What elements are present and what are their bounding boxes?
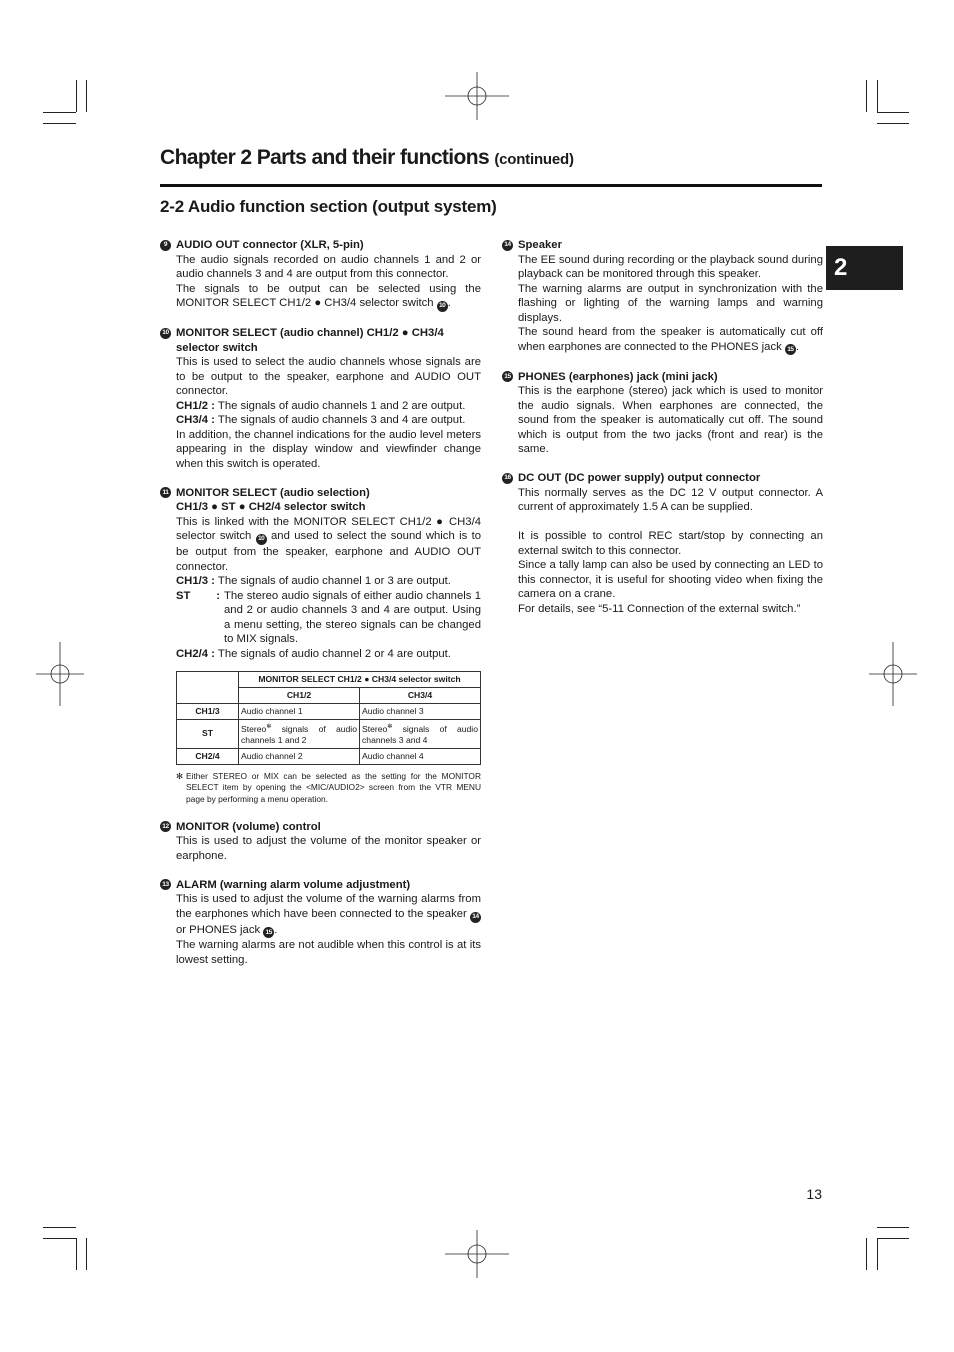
item-alarm [160,878,481,968]
item-paragraph: This is used to adjust the volume of the warning alarms from the earphones which have been connected to the speaker 14 or PHONES jack 15 . [176,892,481,938]
circled-number-icon: 15 [263,927,274,938]
circled-number-icon: 11 [160,487,171,498]
section-title: 2-2 Audio function section (output system) [160,197,497,216]
item-monitor-select-channel [160,326,481,471]
item-paragraph: This is used to select the audio channels whose signals are to be output to the speaker, earphone and AUDIO OUT connector. [176,356,481,398]
item-monitor-volume [160,820,481,864]
crop-mark [86,1238,87,1270]
crop-mark [877,123,909,124]
item-title: AUDIO OUT connector (XLR, 5-pin) [176,239,364,251]
bullet-icon: ● [238,501,246,514]
item-paragraph: For details, see “5-11 Connection of the external switch.” [518,602,801,615]
monitor-select-table [176,671,481,765]
crop-mark [877,112,909,113]
chapter-title [160,146,822,170]
left-column [160,238,481,982]
item-paragraph: This is used to adjust the volume of the monitor speaker or earphone. [176,835,481,862]
item-paragraph: Since a tally lamp can also be used by connecting an LED to this connector, it is useful for shooting video when fixing the camera on a crane. [518,559,823,601]
crop-mark [43,123,76,124]
circled-number-icon: 14 [502,240,513,251]
bullet-icon: ● [401,327,409,340]
table-cell: Audio channel 3 [360,704,481,720]
circled-number-icon: 13 [160,879,171,890]
crop-mark [86,80,87,112]
item-title-line2: CH1/3 ● ST ● CH2/4 selector switch [176,501,366,514]
crop-mark [43,1227,76,1228]
crop-mark [76,1238,77,1270]
table-header: MONITOR SELECT CH1/2 ● CH3/4 selector switch [239,672,481,688]
item-title: Speaker [518,239,562,251]
table-row-label: ST [177,720,239,749]
bullet-icon: ● [211,501,218,514]
crop-mark [877,80,878,112]
table-corner-cell [177,672,239,704]
crop-mark [877,1227,909,1228]
crop-mark [866,1238,867,1270]
crop-mark [877,1238,878,1270]
item-paragraph: The signals to be output can be selected using the MONITOR SELECT CH1/2 ● CH3/4 selector switch 10 . [176,282,481,312]
table-row [177,720,481,749]
registration-mark-icon [861,642,925,706]
item-paragraph: The warning alarms are output in synchronization with the flashing or lighting of the warning lamps and warning displays. [518,282,823,324]
bullet-icon: ● [436,515,445,528]
table-row [177,748,481,764]
item-title: PHONES (earphones) jack (mini jack) [518,370,718,383]
page-number: 13 [806,1186,822,1202]
registration-mark-icon [445,64,509,128]
item-paragraph: It is possible to control REC start/stop by connecting an external switch to this connector. [518,530,823,557]
crop-mark [877,1238,909,1239]
table-cell: Stereo✻ signals of audio channels 1 and 2 [239,720,360,749]
circled-number-icon: 10 [256,534,267,545]
item-audio-out-connector [160,238,481,312]
item-title: DC OUT (DC power supply) output connector [518,472,761,485]
table-row [177,704,481,720]
item-phones-jack [502,370,823,457]
item-paragraph: In addition, the channel indications for the audio level meters appearing in the display window and viewfinder change when this switch is operated. [176,428,481,470]
circled-number-icon: 10 [437,301,448,312]
item-paragraph: This normally serves as the DC 12 V output connector. A current of approximately 1.5 A can be supplied. [518,486,823,514]
definition-row: CH3/4 : The signals of audio channels 3 and 4 are output. [176,414,466,427]
circled-number-icon: 12 [160,821,171,832]
chapter-title-text: Chapter 2 Parts and their functions [160,146,490,169]
item-title: MONITOR SELECT (audio channel) CH1/2 ● CH3/4 selector switch [176,327,444,354]
item-dc-out [502,471,823,616]
circled-number-icon: 10 [160,328,171,339]
definition-row: CH1/2 : The signals of audio channels 1 and 2 are output. [176,399,466,412]
circled-number-icon: 9 [160,240,171,251]
circled-number-icon: 16 [502,473,513,484]
table-row-label: CH2/4 [177,748,239,764]
item-monitor-select-audio [160,486,481,806]
table-cell: Audio channel 1 [239,704,360,720]
crop-mark [43,112,76,113]
bullet-icon: ● [314,297,322,309]
asterisk-icon: ✻ [387,724,393,730]
crop-mark [76,80,77,112]
item-paragraph: This is the earphone (stereo) jack which is used to monitor the audio signals. When earphones are connected, the sound from the speaker is automatically cut off. The sound which is output from the two jacks (front and rear) is the same. [518,385,823,456]
circled-number-icon: 14 [470,912,481,923]
chapter-tab: 2 [826,246,903,290]
bullet-icon: ● [364,674,370,684]
registration-mark-icon [445,1222,509,1286]
table-cell: Audio channel 4 [360,748,481,764]
chapter-title-suffix: (continued) [494,151,574,168]
table-cell: Stereo✻ signals of audio channels 3 and 4 [360,720,481,749]
item-paragraph: The EE sound during recording or the playback sound during playback can be monitored through this speaker. [518,253,823,280]
item-title: ALARM (warning alarm volume adjustment) [176,878,411,891]
table-row-label: CH1/3 [177,704,239,720]
table-cell: Audio channel 2 [239,748,360,764]
item-paragraph: This is linked with the MONITOR SELECT CH1/2 ● CH3/4 selector switch 10 and used to select the sound which is to be output from the speaker, earphone and AUDIO OUT connector. [176,515,482,573]
circled-number-icon: 15 [502,371,513,382]
definition-row: CH2/4 : The signals of audio channel 2 or 4 are output. [176,647,451,660]
table-column-header: CH1/2 [239,688,360,704]
item-paragraph: The audio signals recorded on audio channels 1 and 2 or audio channels 3 and 4 are output from this connector. [176,253,481,280]
asterisk-icon: ✻ [176,770,184,781]
header-rule [160,184,822,187]
right-column [502,238,823,631]
crop-mark [866,80,867,112]
item-paragraph: The warning alarms are not audible when this control is at its lowest setting. [176,939,481,966]
item-title: MONITOR SELECT (audio selection) [176,486,370,499]
asterisk-icon: ✻ [266,724,272,730]
item-title: MONITOR (volume) control [176,820,321,833]
item-paragraph: The sound heard from the speaker is automatically cut off when earphones are connected to the PHONES jack 15 . [518,325,823,355]
crop-mark [43,1238,76,1239]
table-footnote: ✻ Either STEREO or MIX can be selected as the setting for the MONITOR SELECT item by opening the <MIC/AUDIO2> screen from the VTR MENU page by performing a menu operation. [176,770,481,804]
definition-row: CH1/3 : The signals of audio channel 1 or 3 are output. [176,575,451,587]
registration-mark-icon [28,642,92,706]
table-column-header: CH3/4 [360,688,481,704]
circled-number-icon: 15 [785,344,796,355]
definition-row: ST : The stereo audio signals of either audio channels 1 and 2 or audio channels 3 and 4 are output. Using a menu setting, the stereo signals can be changed to MIX signals. [176,589,481,645]
item-speaker [502,238,823,355]
